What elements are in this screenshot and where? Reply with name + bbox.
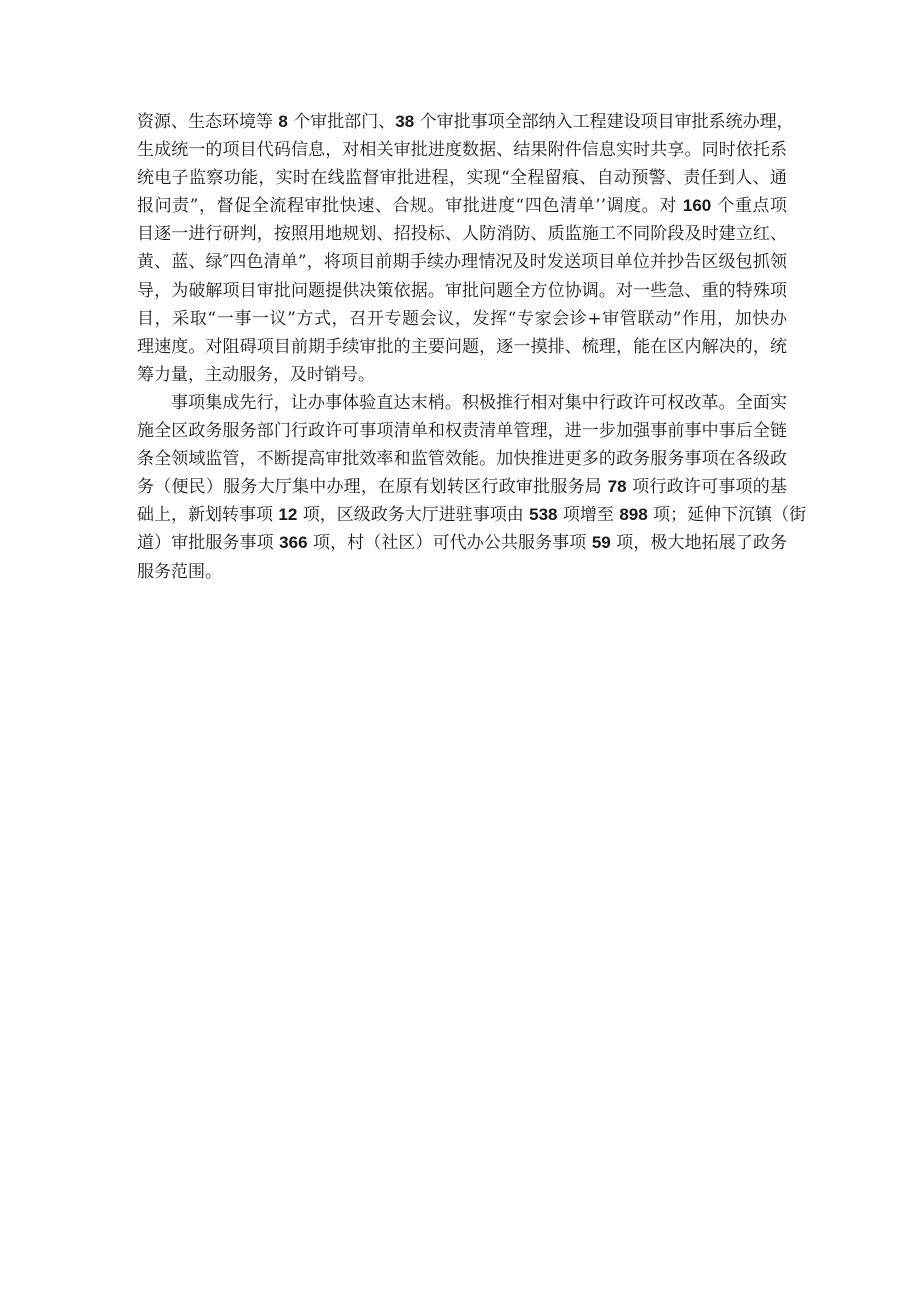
text-line: 事项集成先行，让办事体验直达末梢。积极推行相对集中行政许可权改革。全面实: [171, 392, 787, 413]
number-value: 538: [529, 505, 558, 525]
number-value: 38: [395, 112, 415, 131]
text-line: 导，为破解项目审批问题提供决策依据。审批问题全方位协调。对一些急、重的特殊项: [137, 280, 787, 301]
text-line: 条全领域监管，不断提高审批效率和监管效能。加快推进更多的政务服务事项在各级政: [137, 449, 787, 470]
number-value: 8: [278, 112, 288, 131]
text-line: 目逐一进行研判，按照用地规划、招投标、人防消防、质监施工不同阶段及时建立红、: [137, 224, 787, 245]
number-value: 366: [279, 533, 308, 553]
number-value: 160: [682, 196, 712, 216]
paragraph-2: [137, 389, 807, 586]
text-line: 报问责”，督促全流程审批快速、合规。审批进度“四色清单’’调度。对 160 个重点项: [137, 196, 788, 217]
text-line: 统电子监察功能，实时在线监督审批进程，实现“全程留痕、自动预警、责任到人、通: [137, 168, 787, 189]
text-line: 黄、蓝、绿″四色清单”，将项目前期手续办理情况及时发送项目单位并抄告区级包抓领: [137, 252, 787, 273]
paragraph-1: [137, 108, 794, 389]
text-line: 施全区政务服务部门行政许可事项清单和权责清单管理，进一步加强事前事中事后全链: [137, 421, 787, 442]
document-page: [137, 108, 807, 586]
number-value: 12: [278, 505, 298, 525]
number-value: 59: [591, 533, 611, 553]
text-line: 生成统一的项目代码信息，对相关审批进度数据、结果附件信息实时共享。同时依托系: [137, 140, 787, 161]
text-line: 务（便民）服务大厅集中办理，在原有划转区行政审批服务局 78 项行政许可事项的基: [137, 477, 788, 498]
number-value: 78: [607, 477, 627, 497]
text-line: 理速度。对阻碍项目前期手续审批的主要问题，逐一摸排、梳理，能在区内解决的，统: [137, 336, 787, 357]
text-line: 筹力量，主动服务，及时销号。: [137, 364, 375, 385]
text-line: 服务范围。: [137, 561, 222, 582]
text-line: 道）审批服务事项 366 项，村（社区）可代办公共服务事项 59 项，极大地拓展了政务: [137, 533, 788, 554]
text-line: 资源、生态环境等 8 个审批部门、38 个审批事项全部纳入工程建设项目审批系统办理，: [137, 112, 794, 132]
number-value: 898: [619, 505, 648, 525]
text-line: 目，采取“一事一议”方式，召开专题会议，发挥“专家会诊+审管联动”作用，加快办: [137, 308, 787, 329]
text-line: 础上，新划转事项 12 项，区级政务大厅进驻事项由 538 项增至 898 项；延伸下沉镇（街: [137, 505, 807, 526]
